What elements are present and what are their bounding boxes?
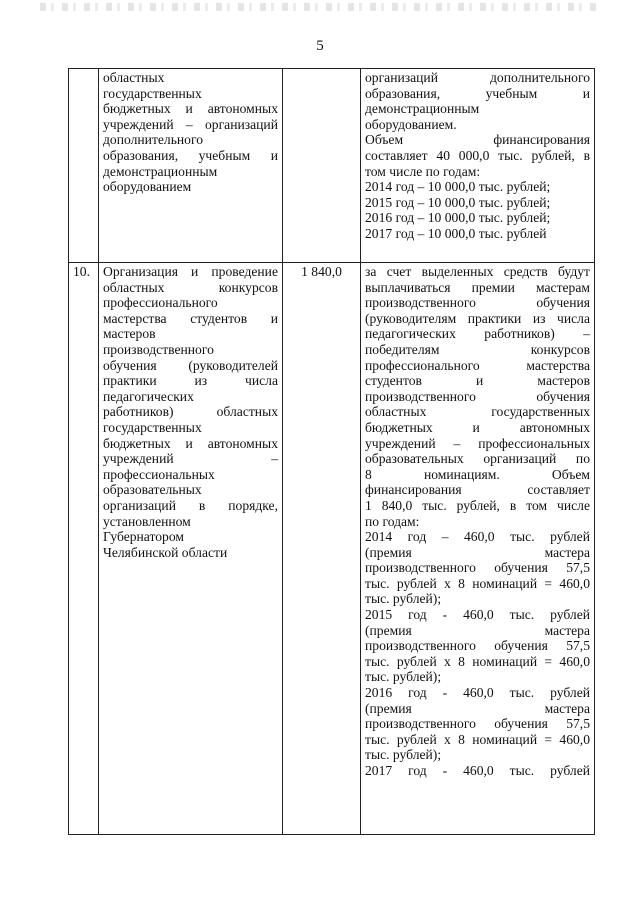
text-line: мастерства студентов и: [103, 310, 278, 326]
text-line: областных: [103, 70, 165, 85]
text-line: бюджетных и автономных: [103, 435, 278, 451]
text-line: 8 номинациям. Объем: [365, 466, 590, 482]
text-line: государственных: [103, 419, 202, 435]
name-lines: [103, 264, 278, 560]
text-line: тыс. рублей х 8 номинаций = 460,0: [365, 731, 590, 747]
text-line: производственного обучения 57,5: [365, 716, 590, 732]
text-line: (руководителям практики из числа: [365, 310, 590, 326]
text-line: организаций в порядке,: [103, 497, 278, 513]
text-line: областных государственных: [365, 404, 590, 420]
text-line: производственного обучения 57,5: [365, 638, 590, 654]
text-line: профессионального мастерства: [365, 357, 590, 373]
text-line: производственного обучения: [365, 388, 590, 404]
cell-amount: 1 840,0: [283, 263, 361, 835]
text-line: тыс. рублей);: [365, 591, 442, 607]
text-line: учреждений – профессиональных: [365, 435, 590, 451]
text-line: практики из числа: [103, 373, 278, 389]
text-line: (премия мастера: [365, 544, 590, 560]
text-line: оборудованием: [103, 179, 192, 195]
text-line: организаций дополнительного: [365, 70, 590, 85]
cell-name: [99, 263, 283, 835]
text-line: работников) областных: [103, 404, 278, 420]
table-row-continued: [69, 69, 595, 263]
text-line: демонстрационным: [365, 101, 480, 117]
text-line: образования, учебным и: [365, 85, 590, 101]
text-line: 2017 год - 460,0 тыс. рублей: [365, 763, 590, 778]
text-line: студентов и мастеров: [365, 373, 590, 389]
text-line: профессиональных: [103, 466, 215, 482]
text-line: производственного обучения 57,5: [365, 560, 590, 576]
cell-name: [99, 69, 283, 263]
text-line: демонстрационным: [103, 163, 218, 179]
text-line: производственного: [103, 341, 214, 357]
page-number: 5: [316, 38, 324, 54]
text-line: Губернатором: [103, 529, 184, 545]
text-line: за счет выделенных средств будут: [365, 264, 590, 279]
text-line: тыс. рублей х 8 номинаций = 460,0: [365, 575, 590, 591]
cell-amount: [283, 69, 361, 263]
text-line: 2015 год – 10 000,0 тыс. рублей;: [365, 194, 551, 210]
cell-description: [361, 69, 595, 263]
text-line: государственных: [103, 85, 202, 101]
text-line: производственного обучения: [365, 295, 590, 311]
text-line: 2014 год – 10 000,0 тыс. рублей;: [365, 179, 551, 195]
text-line: Челябинской области: [103, 544, 228, 560]
text-line: оборудованием.: [365, 116, 457, 132]
text-line: тыс. рублей х 8 номинаций = 460,0: [365, 653, 590, 669]
text-line: областных конкурсов: [103, 279, 278, 295]
text-line: 2016 год – 10 000,0 тыс. рублей;: [365, 210, 551, 226]
text-line: 2017 год – 10 000,0 тыс. рублей: [365, 225, 547, 241]
scan-header-noise: [40, 3, 600, 11]
text-line: образовательных: [103, 482, 202, 498]
text-line: по годам:: [365, 513, 420, 529]
text-line: (премия мастера: [365, 700, 590, 716]
text-line: профессионального: [103, 295, 218, 311]
text-line: учреждений – организаций: [103, 116, 278, 132]
cell-description: [361, 263, 595, 835]
text-line: дополнительного: [103, 132, 204, 148]
text-line: Объем финансирования: [365, 132, 590, 148]
text-line: педагогических: [103, 388, 194, 404]
text-line: бюджетных и автономных: [365, 419, 590, 435]
text-line: том числе по годам:: [365, 163, 481, 179]
text-line: учреждений –: [103, 451, 278, 467]
description-lines: [365, 70, 590, 242]
text-line: 2014 год – 460,0 тыс. рублей: [365, 529, 590, 545]
text-line: 2015 год - 460,0 тыс. рублей: [365, 607, 590, 623]
text-line: финансирования составляет: [365, 482, 590, 498]
text-line: Организация и проведение: [103, 264, 278, 279]
text-line: 1 840,0 тыс. рублей, в том числе: [365, 497, 590, 513]
cell-number: 10.: [69, 263, 99, 835]
text-line: выплачиваться премии мастерам: [365, 279, 590, 295]
text-line: тыс. рублей);: [365, 669, 442, 685]
text-line: победителям конкурсов: [365, 341, 590, 357]
text-line: тыс. рублей);: [365, 747, 442, 763]
text-line: (премия мастера: [365, 622, 590, 638]
text-line: обучения (руководителей: [103, 357, 278, 373]
name-lines: [103, 70, 278, 195]
text-line: мастеров: [103, 326, 156, 342]
description-lines: [365, 264, 590, 779]
text-line: бюджетных и автономных: [103, 101, 278, 117]
text-line: образования, учебным и: [103, 147, 278, 163]
text-line: 2016 год - 460,0 тыс. рублей: [365, 685, 590, 701]
text-line: составляет 40 000,0 тыс. рублей, в: [365, 147, 590, 163]
text-line: установленном: [103, 513, 191, 529]
text-line: педагогических работников) –: [365, 326, 590, 342]
cell-number: [69, 69, 99, 263]
table-row-10: [69, 263, 595, 835]
program-table: [68, 68, 595, 835]
text-line: образовательных организаций по: [365, 451, 590, 467]
